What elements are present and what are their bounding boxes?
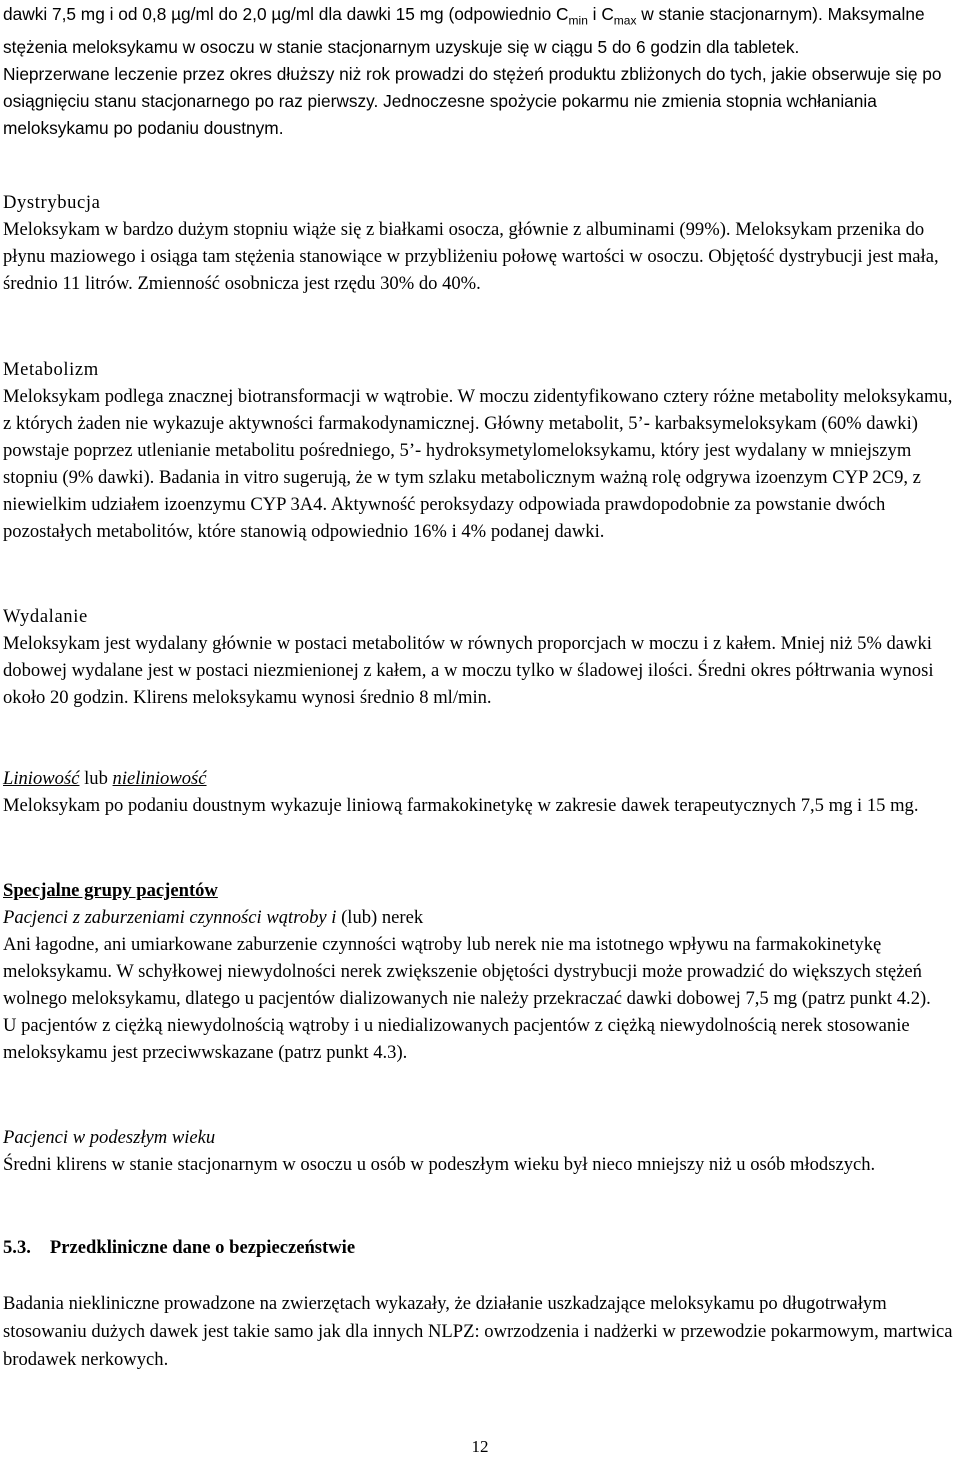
heading-metabolizm: Metabolizm (3, 359, 99, 380)
subheading-watroba-a: Pacjenci z zaburzeniami czynności wątroby i (3, 907, 337, 928)
cmin-subscript: min (568, 13, 588, 28)
section-specjalne-grupy (3, 877, 958, 1066)
section-liniowosc (3, 765, 958, 819)
pk-text-a3: w stanie stacjonarnym). Maksymalne stężenia meloksykamu w osoczu w stanie stacjonarnym uzyskuje się w ciągu 5 do 6 godzin dla tabletek. (3, 4, 925, 58)
cmax-subscript: max (613, 13, 637, 28)
pk-text-a1: dawki 7,5 mg i od 0,8 µg/ml do 2,0 µg/ml dla dawki 15 mg (odpowiednio C (3, 4, 569, 24)
section-53-text (3, 1290, 958, 1374)
heading-liniowosc (3, 765, 958, 792)
pk-paragraph-2: Nieprzerwane leczenie przez okres dłuższy niż rok prowadzi do stężeń produktu zbliżonych do tych, jakie obserwuje się po osiągnięciu stanu stacjonarnego po raz pierwszy. Jednoczesne spożycie pokarmu nie zmienia stopnia wchłaniania meloksykamu po podaniu doustnym. (3, 64, 942, 139)
section-number: 5.3. (3, 1237, 31, 1258)
text-specjalne-1: Ani łagodne, ani umiarkowane zaburzenie czynności wątroby lub nerek nie ma istotnego wpływu na farmakokinetykę meloksykamu. W schyłkowej niewydolności nerek zwiększenie objętości dystrybucji może prowadzić do większych stężeń wolnego meloksykamu, dlatego u pacjentów dializowanych nie należy przekraczać dawki dobowej 7,5 mg (patrz punkt 4.2). (3, 934, 931, 1009)
page-number: 12 (471, 1437, 489, 1456)
heading-liniowosc-a: Liniowość (3, 768, 80, 789)
text-wydalanie: Meloksykam jest wydalany głównie w postaci metabolitów w równych proporcjach w moczu i z kałem. Mniej niż 5% dawki dobowej wydalane jest w postaci niezmienionej z kałem, a w moczu tylko w śladowej ilości. Średni okres półtrwania wynosi około 20 godzin. Klirens meloksykamu wynosi średnio 8 ml/min. (3, 633, 934, 708)
heading-specjalne-grupy: Specjalne grupy pacjentów (3, 880, 218, 901)
text-liniowosc: Meloksykam po podaniu doustnym wykazuje liniową farmakokinetykę w zakresie dawek terapeutycznych 7,5 mg i 15 mg. (3, 795, 919, 816)
section-53-heading (3, 1234, 958, 1261)
heading-podeszly-wiek: Pacjenci w podeszłym wieku (3, 1127, 216, 1148)
heading-wydalanie: Wydalanie (3, 606, 88, 627)
text-specjalne-2: U pacjentów z ciężką niewydolnością wątroby i u niedializowanych pacjentów z ciężką niewydolnością nerek stosowanie meloksykamu jest przeciwwskazane (patrz punkt 4.3). (3, 1015, 910, 1063)
text-metabolizm: Meloksykam podlega znacznej biotransformacji w wątrobie. W moczu zidentyfikowano cztery różne metabolity meloksykamu, z których żaden nie wykazuje aktywności farmakodynamicznej. Główny metabolit, 5’- karbaksymeloksykam (60% dawki) powstaje poprzez utlenianie metabolitu pośredniego, 5’- hydroksymetylomeloksykamu, który jest wydalany w mniejszym stopniu (9% dawki). Badania in vitro sugerują, że w tym szlaku metabolicznym ważną rolę odgrywa izoenzym CYP 2C9, z niewielkim udziałem izoenzymu CYP 3A4. Aktywność peroksydazy odpowiada prawdopodobnie za powstanie dwóch pozostałych metabolitów, które stanowią odpowiednio 16% i 4% podanej dawki. (3, 386, 953, 542)
pk-text-a2: i C (587, 4, 614, 24)
section-metabolizm (3, 356, 958, 545)
heading-liniowosc-mid: lub (79, 768, 113, 789)
section-title: Przedkliniczne dane o bezpieczeństwie (49, 1237, 356, 1258)
section-wydalanie (3, 603, 958, 711)
text-dystrybucja: Meloksykam w bardzo dużym stopniu wiąże się z białkami osocza, głównie z albuminami (99%). Meloksykam przenika do płynu maziowego i osiąga tam stężenia stanowiące w przybliżeniu połowę wartości w osoczu. Objętość dystrybucji jest mała, średnio 11 litrów. Zmienność osobnicza jest rzędu 30% do 40%. (3, 219, 939, 294)
text-przedkliniczne: Badania niekliniczne prowadzone na zwierzętach wykazały, że działanie uszkadzające meloksykamu po długotrwałym stosowaniu dużych dawek jest takie samo jak dla innych NLPZ: owrzodzenia i nadżerki w przewodzie pokarmowym, martwica brodawek nerkowych. (3, 1293, 953, 1370)
pk-paragraph-1 (3, 1, 958, 142)
heading-dystrybucja: Dystrybucja (3, 192, 101, 213)
text-podeszly-wiek: Średni klirens w stanie stacjonarnym w osoczu u osób w podeszłym wieku był nieco mniejszy niż u osób młodszych. (3, 1154, 876, 1175)
heading-liniowosc-b: nieliniowość (112, 768, 207, 789)
section-dystrybucja (3, 189, 958, 297)
subheading-watroba-nerki (3, 904, 958, 931)
section-podeszly-wiek (3, 1124, 958, 1178)
subheading-watroba-b: (lub) nerek (336, 907, 424, 928)
